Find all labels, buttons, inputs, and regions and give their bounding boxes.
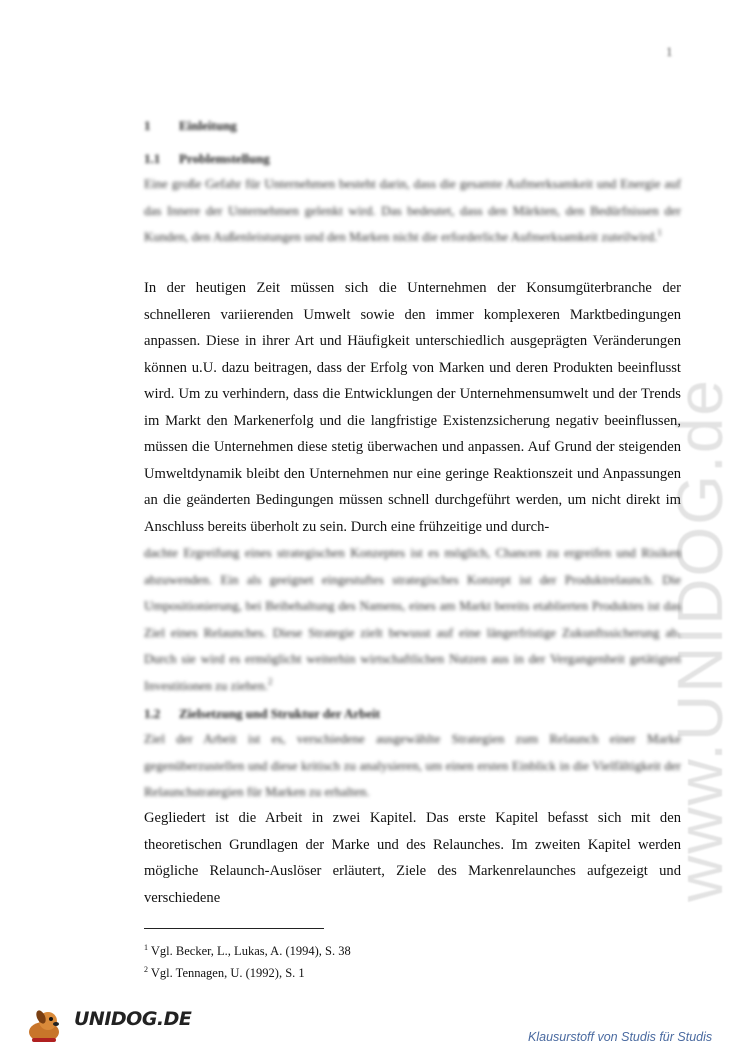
dog-mascot-icon xyxy=(22,1008,70,1044)
section-number: 1 xyxy=(144,118,151,133)
footnote-text: Vgl. Becker, L., Lukas, A. (1994), S. 38 xyxy=(150,944,351,958)
footnote-text: Vgl. Tennagen, U. (1992), S. 1 xyxy=(150,966,305,980)
blurred-paragraph-2 xyxy=(144,540,681,699)
logo-text: UNIDOG.DE xyxy=(74,1008,192,1030)
footnote-ref: 2 xyxy=(267,676,273,687)
page-number: 1 xyxy=(666,44,673,59)
footnote-number: 1 xyxy=(144,942,148,952)
footnote-separator xyxy=(144,928,324,929)
blurred-paragraph-3: Ziel der Arbeit ist es, verschiedene ausgewählte Strategien zum Relaunch einer Marke gegenüberzustellen und diese kritisch zu analysieren, um einen ersten Einblick in die Vielfältigkeit der Relaunchstrategien für Marken zu erhalten. xyxy=(144,731,681,799)
section-heading-1-1 xyxy=(144,151,270,167)
section-number: 1.1 xyxy=(144,151,161,166)
paragraph-problem: In der heutigen Zeit müssen sich die Unternehmen der Konsumgüterbranche der schnelleren variierenden Umwelt sowie den immer komplexeren Marktbedingungen anpassen. Diese in ihrer Art und Häufigkeit unterschiedlich ausgeprägten Veränderungen können u.U. dazu beitragen, dass der Erfolg von Marken und deren Produkten beeinflusst wird. Um zu verhindern, dass die Entwicklungen der Unternehmensumwelt und der Trends im Markt den Markenerfolg und die langfristige Existenzsicherung negativ beeinflussen, müssen die Unternehmen diese stetig überwachen und anpassen. Auf Grund der steigenden Umweltdynamik bleibt den Unternehmen nur eine geringe Reaktionszeit und Anpassungen an die geänderten Bedingungen müssen schnell durchgeführt werden, um nicht direkt im Anschluss bereits überholt zu sein. Durch eine frühzeitige und durch- xyxy=(144,280,681,535)
blurred-paragraph-1 xyxy=(144,171,681,251)
section-number: 1.2 xyxy=(144,706,161,721)
watermark: www.UNIDOG.de xyxy=(664,378,736,902)
footnote-number: 2 xyxy=(144,964,148,974)
section-title: Problemstellung xyxy=(179,151,270,166)
unidog-logo[interactable] xyxy=(22,1008,192,1044)
section-heading-1-2 xyxy=(144,706,380,722)
footer-tagline: Klausurstoff von Studis für Studis xyxy=(528,1030,713,1044)
section-title: Zielsetzung und Struktur der Arbeit xyxy=(179,706,381,721)
section-heading-1 xyxy=(144,118,237,134)
footnote-1 xyxy=(144,944,351,959)
footnote-2 xyxy=(144,966,305,981)
footnote-ref: 1 xyxy=(657,227,662,238)
blurred-text: dachte Ergreifung eines strategischen Konzeptes ist es möglich, Chancen zu ergreifen und Risiken abzuwenden. Ein als geeignet eingestuftes strategisches Konzept ist der Produktrelaunch. Die Umpositionierung, bei Beibehaltung des Namens, eines am Markt bereits etablierten Produktes ist das Ziel eines Relaunches. Diese Strategie zielt bewusst auf eine längerfristige Zukunftssicherung ab. Durch sie wird es ermöglicht weiterhin wirtschaftlichen Nutzen aus in der Vergangenheit getätigten Investitionen zu ziehen. xyxy=(144,545,681,693)
paragraph-structure: Gegliedert ist die Arbeit in zwei Kapitel. Das erste Kapitel befasst sich mit den theoretischen Grundlagen der Marke und des Relaunches. Im zweiten Kapitel werden mögliche Relaunch-Auslöser erläutert, Ziele des Markenrelaunches aufgezeigt und verschiedene xyxy=(144,810,681,906)
section-title: Einleitung xyxy=(179,118,237,133)
blurred-text: Eine große Gefahr für Unternehmen besteht darin, dass die gesamte Aufmerksamkeit und Energie auf das Innere der Unternehmen gelenkt wird. Das bedeutet, dass den Märkten, den Bedürfnissen der Kunden, den Außenleistungen und den Marken nicht die erforderliche Aufmerksamkeit zuteilwird. xyxy=(144,176,681,244)
